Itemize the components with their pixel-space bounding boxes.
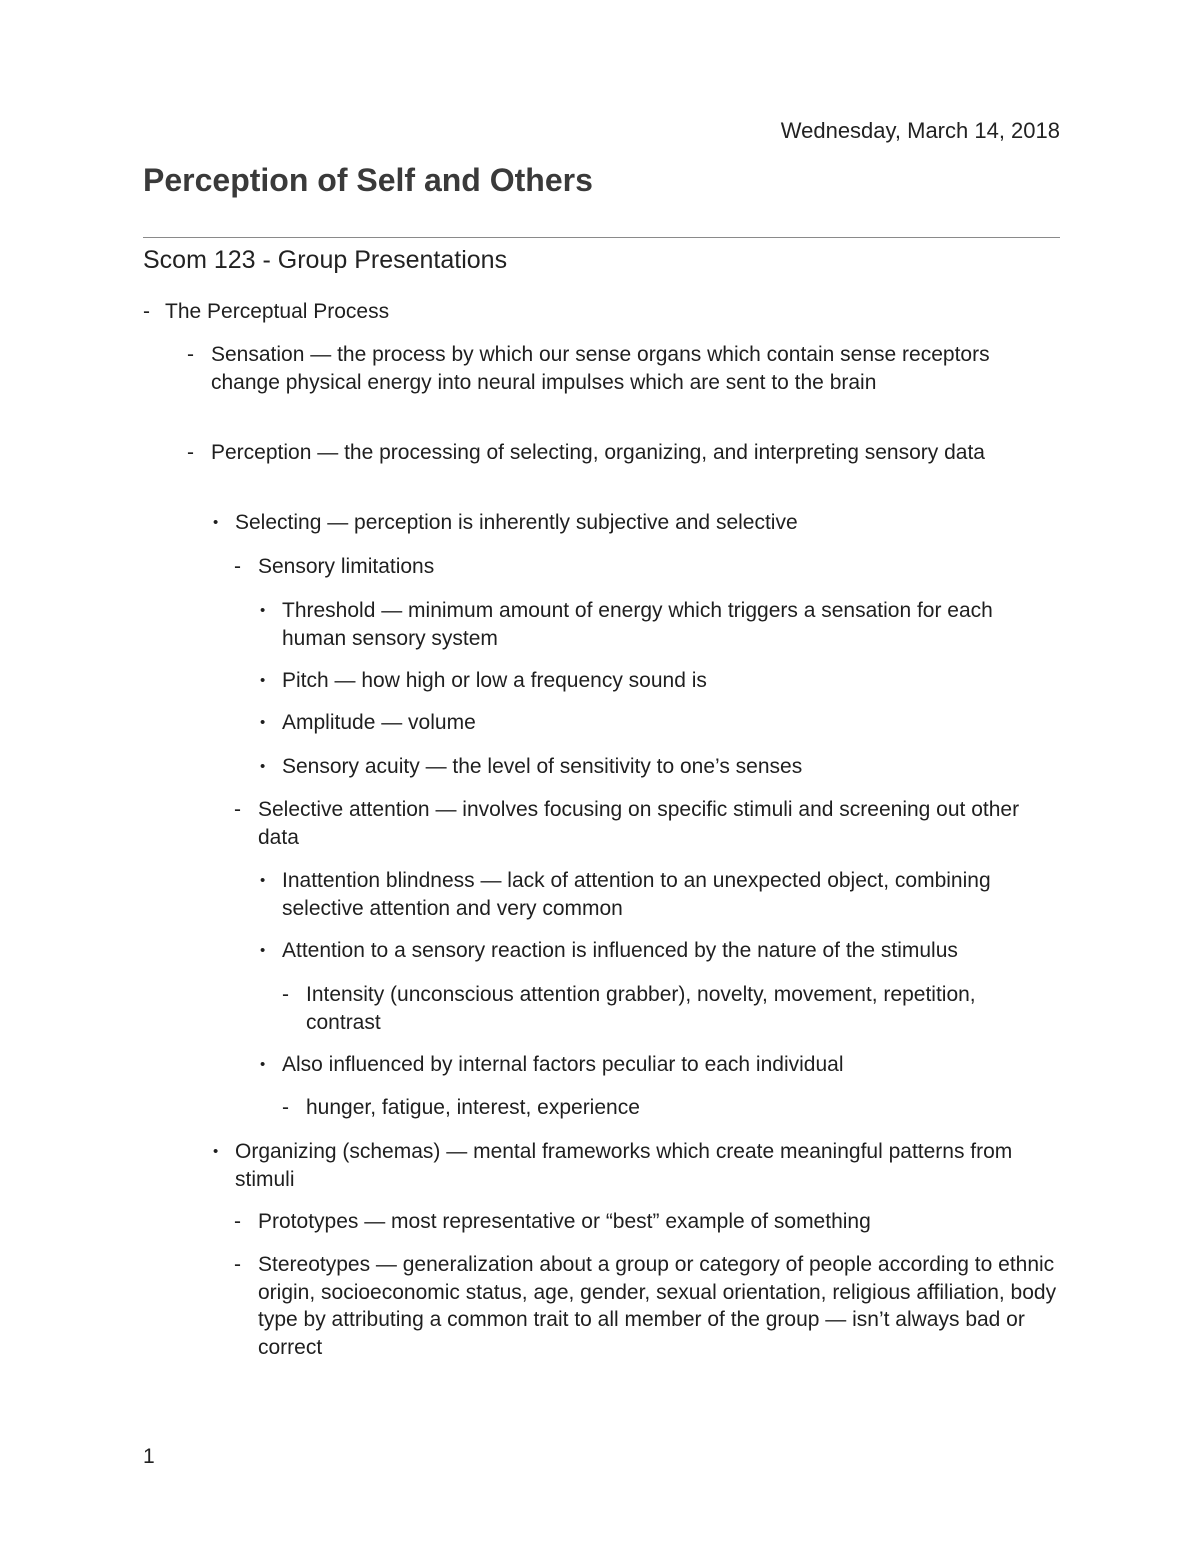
dash-marker: - [143, 300, 150, 323]
outline-item-hunger-fatigue [282, 1094, 1046, 1122]
outline-item-prototypes [234, 1208, 1058, 1236]
outline-item-text: Inattention blindness — lack of attention to an unexpected object, combining selective attention and very common [282, 869, 991, 920]
outline-item-text: Also influenced by internal factors peculiar to each individual [282, 1053, 844, 1076]
outline-item-selecting [213, 509, 1055, 537]
outline-item-sensation [187, 341, 1041, 396]
dash-marker: - [234, 798, 241, 821]
outline-item-text: Sensory acuity — the level of sensitivity to one’s senses [282, 755, 803, 778]
outline-item-selective-attention [234, 796, 1038, 851]
bullet-marker: • [260, 872, 266, 889]
dash-marker: - [234, 555, 241, 578]
section-heading: Scom 123 - Group Presentations [143, 246, 508, 274]
outline-item-perceptual-process [143, 298, 1045, 326]
outline-item-text: Prototypes — most representative or “best” example of something [258, 1210, 871, 1233]
date: Wednesday, March 14, 2018 [780, 118, 1060, 143]
outline-item-threshold [260, 597, 1052, 652]
outline-item-attention-to-sensory-reaction [260, 937, 1062, 965]
bullet-marker: • [260, 672, 266, 689]
outline-item-sensory-acuity [260, 753, 1052, 781]
outline-item-text: Pitch — how high or low a frequency sound is [282, 669, 707, 692]
bullet-marker: • [260, 1056, 266, 1073]
dash-marker: - [282, 1096, 289, 1119]
page-title: Perception of Self and Others [143, 162, 593, 198]
bullet-marker: • [213, 514, 219, 531]
outline-item-text: Organizing (schemas) — mental frameworks which create meaningful patterns from stimuli [235, 1140, 1013, 1191]
outline-item-text: Attention to a sensory reaction is influenced by the nature of the stimulus [282, 939, 958, 962]
outline-item-pitch [260, 667, 1052, 695]
outline-item-text: Sensory limitations [258, 555, 435, 578]
outline-item-text: Perception — the processing of selecting, organizing, and interpreting sensory data [211, 441, 985, 464]
outline-item-text: Sensation — the process by which our sense organs which contain sense receptors change physical energy into neural impulses which are sent to the brain [211, 343, 990, 394]
outline-item-amplitude [260, 709, 1052, 737]
dash-marker: - [234, 1253, 241, 1276]
outline-item-text: The Perceptual Process [165, 300, 390, 323]
bullet-marker: • [260, 714, 266, 731]
outline-item-inattention-blindness [260, 867, 1012, 922]
outline-item-text: Amplitude — volume [282, 711, 476, 734]
outline-item-text: Stereotypes — generalization about a group or category of people according to ethnic origin, socioeconomic status, age, gender, sexual orientation, religious affiliation, body type by attributing a common trait to all member of the group — isn’t always bad or correct [258, 1253, 1057, 1359]
bullet-marker: • [260, 942, 266, 959]
dash-marker: - [234, 1210, 241, 1233]
bullet-marker: • [213, 1143, 219, 1160]
title-divider [143, 237, 1060, 238]
dash-marker: - [282, 983, 289, 1006]
outline-item-text: Threshold — minimum amount of energy which triggers a sensation for each human sensory system [282, 599, 993, 650]
outline-item-intensity [282, 981, 986, 1036]
outline-item-internal-factors [260, 1051, 1052, 1079]
outline-item-text: Intensity (unconscious attention grabber), novelty, movement, repetition, contrast [306, 983, 976, 1034]
outline-item-stereotypes [234, 1251, 1068, 1361]
dash-marker: - [187, 343, 194, 366]
bullet-marker: • [260, 602, 266, 619]
bullet-marker: • [260, 758, 266, 775]
outline-item-perception [187, 439, 1041, 467]
outline-item-sensory-limitations [234, 553, 1058, 581]
outline-item-text: Selective attention — involves focusing on specific stimuli and screening out other data [258, 798, 1020, 849]
outline-item-text: Selecting — perception is inherently subjective and selective [235, 511, 798, 534]
outline-item-organizing [213, 1138, 1065, 1193]
dash-marker: - [187, 441, 194, 464]
outline-item-text: hunger, fatigue, interest, experience [306, 1096, 640, 1119]
page-number: 1 [143, 1445, 155, 1468]
